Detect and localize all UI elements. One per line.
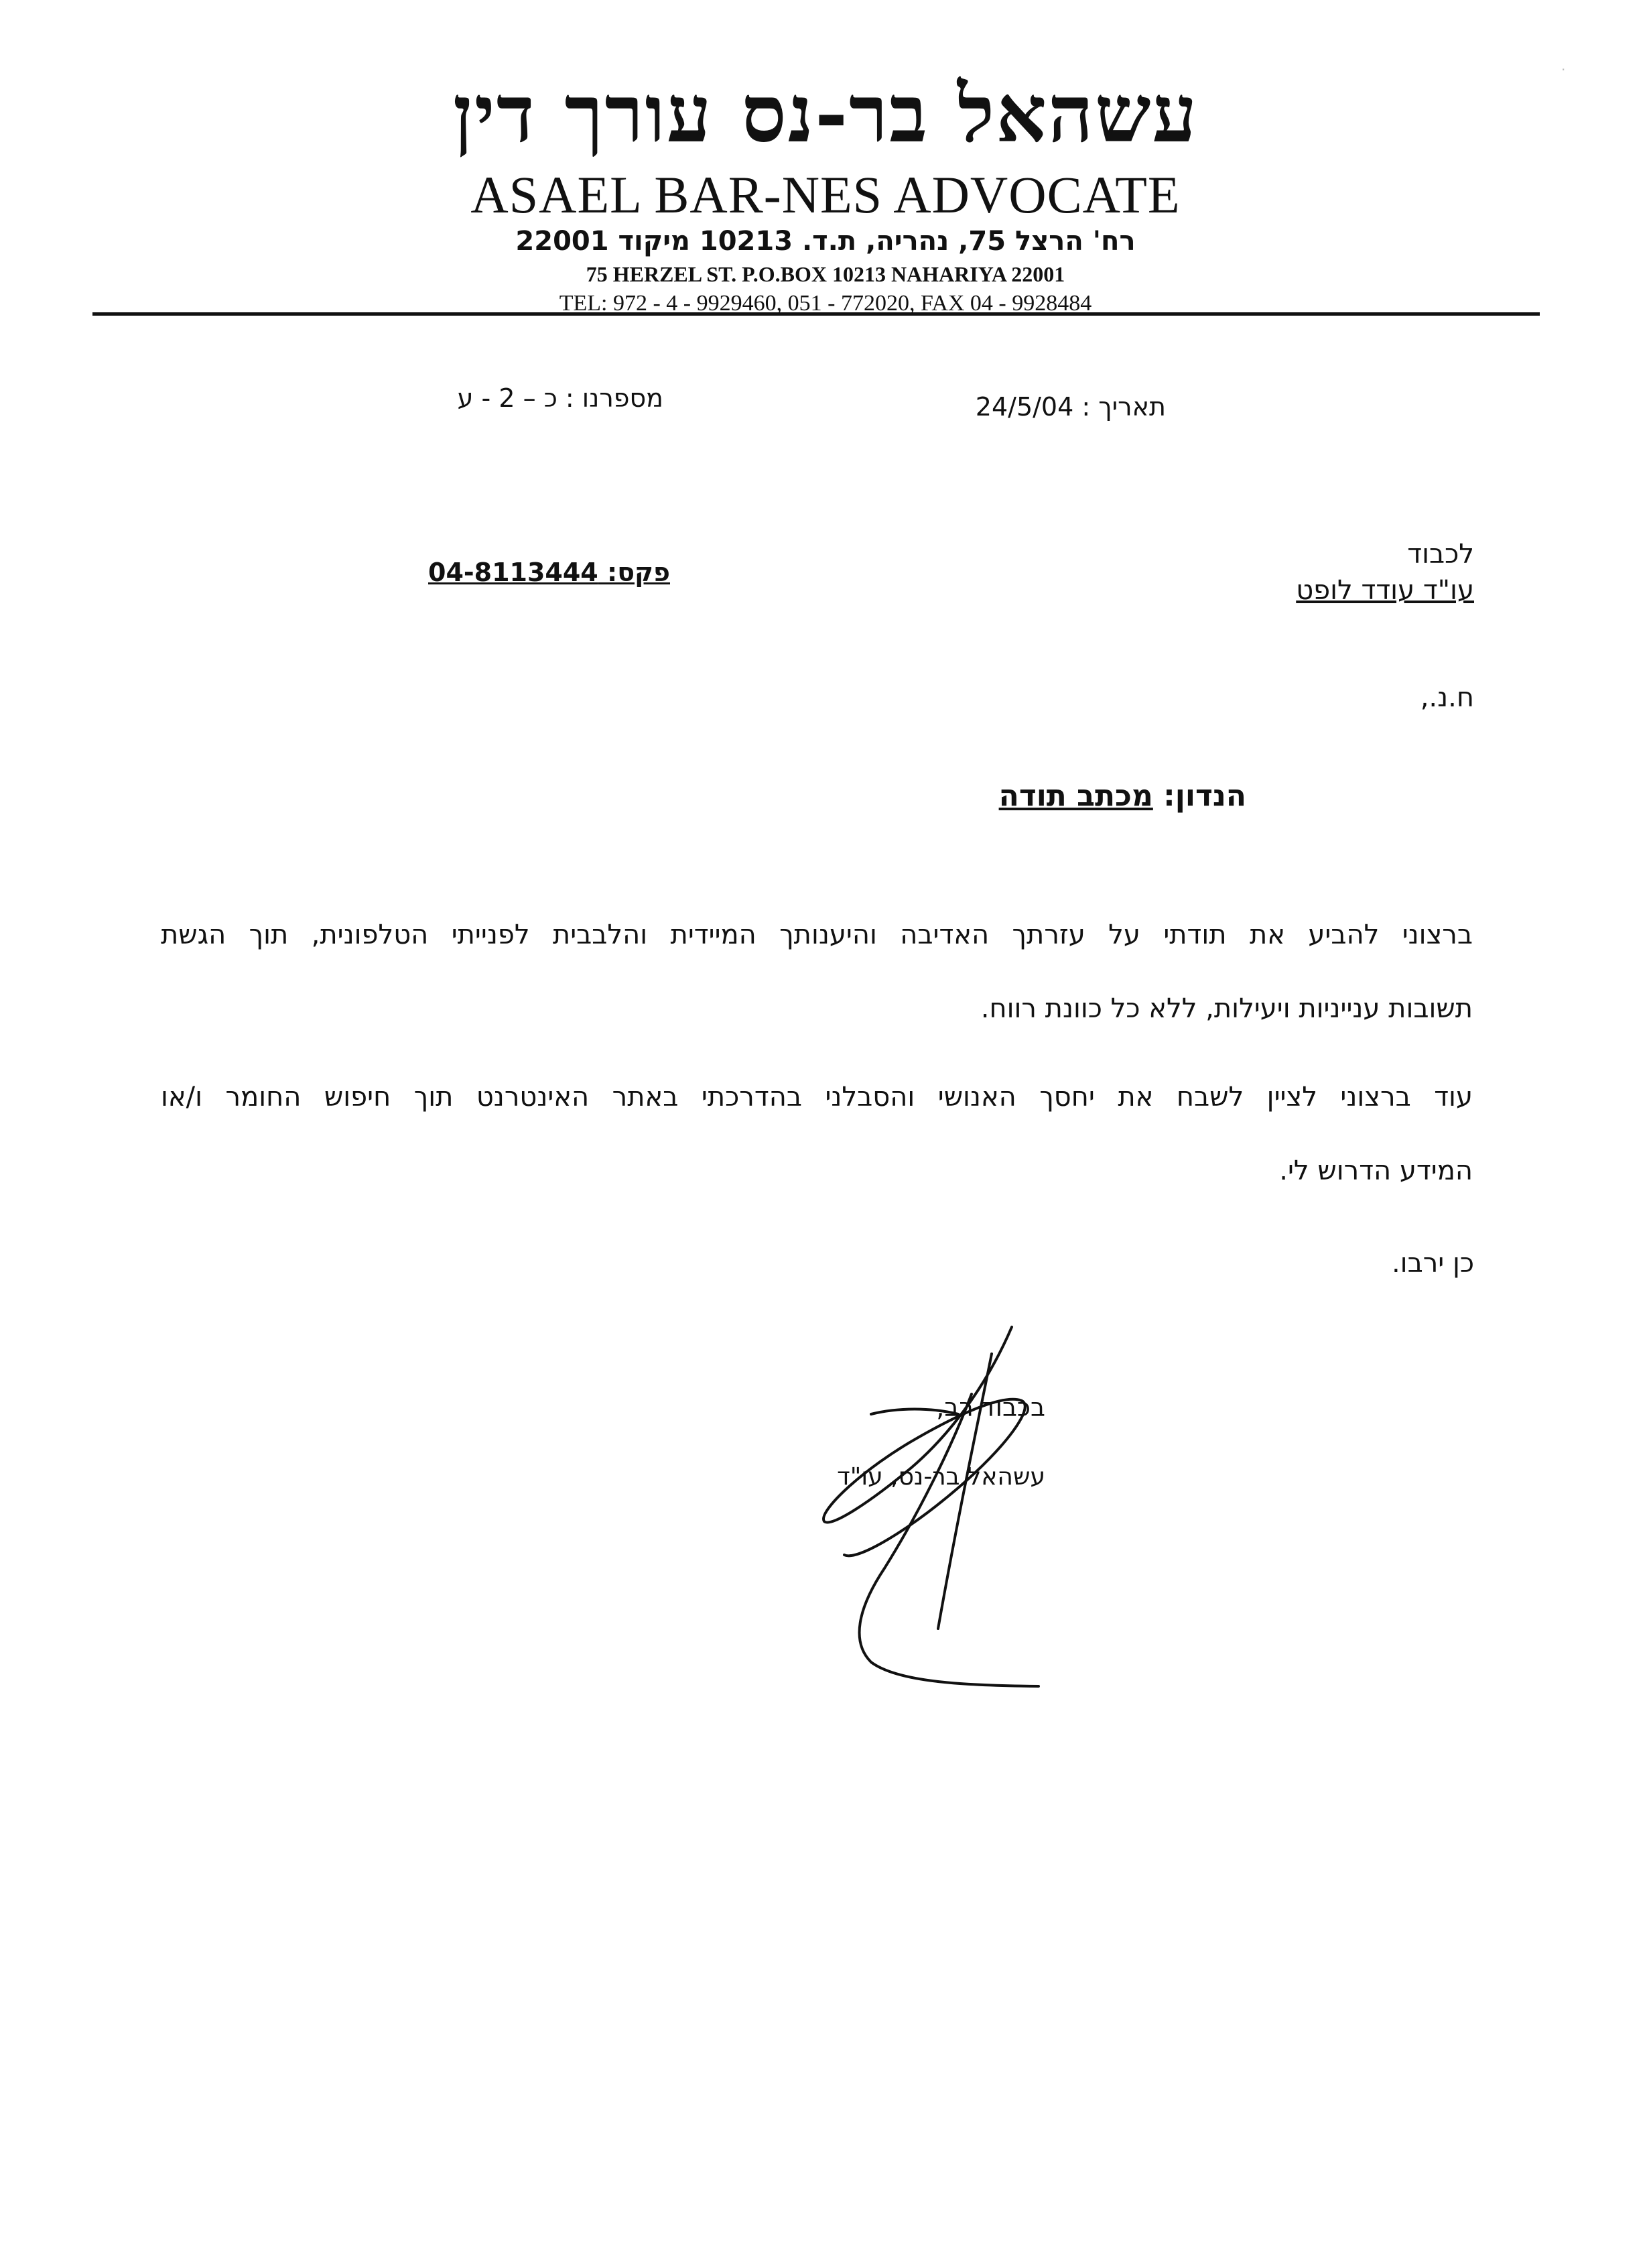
date-line	[925, 392, 1166, 423]
handwritten-signature	[791, 1314, 1072, 1689]
paragraph-2-line-1: עוד ברצוני לציין לשבח את יחסך האנושי והסבלני בהדרכתי באתר האינטרנט תוך חיפוש החומר ו/או	[161, 1082, 1473, 1113]
reference-value: כ – 2 - ע	[457, 383, 557, 413]
paragraph-1-line-1: ברצוני להביע את תודתי על עזרתך האדיבה והיענותך המיידית והלבבית לפנייתי הטלפונית, תוך הגשת	[161, 920, 1473, 950]
letterhead-address-english: 75 HERZEL ST. P.O.BOX 10213 NAHARIYA 22001	[586, 262, 1065, 286]
date-value: 24/5/04	[975, 392, 1074, 422]
paragraph-2-line-2: המידע הדרוש לי.	[1279, 1155, 1473, 1186]
letterhead-phone-fax: TEL: 972 - 4 - 9929460, 051 - 772020, FAX 04 - 9928484	[559, 291, 1092, 316]
signature-regards: בכבוד רב,	[936, 1393, 1045, 1422]
recipient-name: עו"ד עודד לופט	[1296, 575, 1474, 606]
reference-label: מספרנו :	[565, 383, 663, 413]
closing-line: כן ירבו.	[1391, 1248, 1474, 1279]
fax-value: 04-8113444	[428, 558, 598, 587]
recipient-fax	[375, 558, 670, 587]
date-label: תאריך :	[1081, 392, 1166, 422]
letterhead-name-hebrew: עשהאל בר-נס עורך דין	[452, 67, 1199, 160]
reference-line	[415, 383, 663, 414]
scan-speck: ·	[1561, 62, 1566, 78]
subject-label: הנדון:	[1163, 779, 1246, 813]
signature-name: עשהאל בר-נס, עו"ד	[837, 1463, 1045, 1491]
recipient-block	[1139, 536, 1474, 609]
subject-text: מכתב תודה	[998, 779, 1153, 813]
paragraph-1-line-2: תשובות ענייניות ויעילות, ללא כל כוונת רווח.	[980, 993, 1473, 1024]
body-paragraph-2	[161, 1060, 1473, 1208]
subject-line	[670, 779, 1246, 813]
greeting: ח.נ.,	[1420, 682, 1474, 713]
recipient-salutation: לכבוד	[1407, 539, 1474, 570]
letterhead-address-hebrew: רח' הרצל 75, נהריה, ת.ד. 10213 מיקוד 22001	[515, 226, 1136, 257]
letterhead-name-english: ASAEL BAR-NES ADVOCATE	[470, 166, 1181, 224]
body-paragraph-1	[161, 898, 1473, 1046]
letterhead-divider	[92, 312, 1540, 316]
fax-label: פקס:	[607, 558, 670, 587]
